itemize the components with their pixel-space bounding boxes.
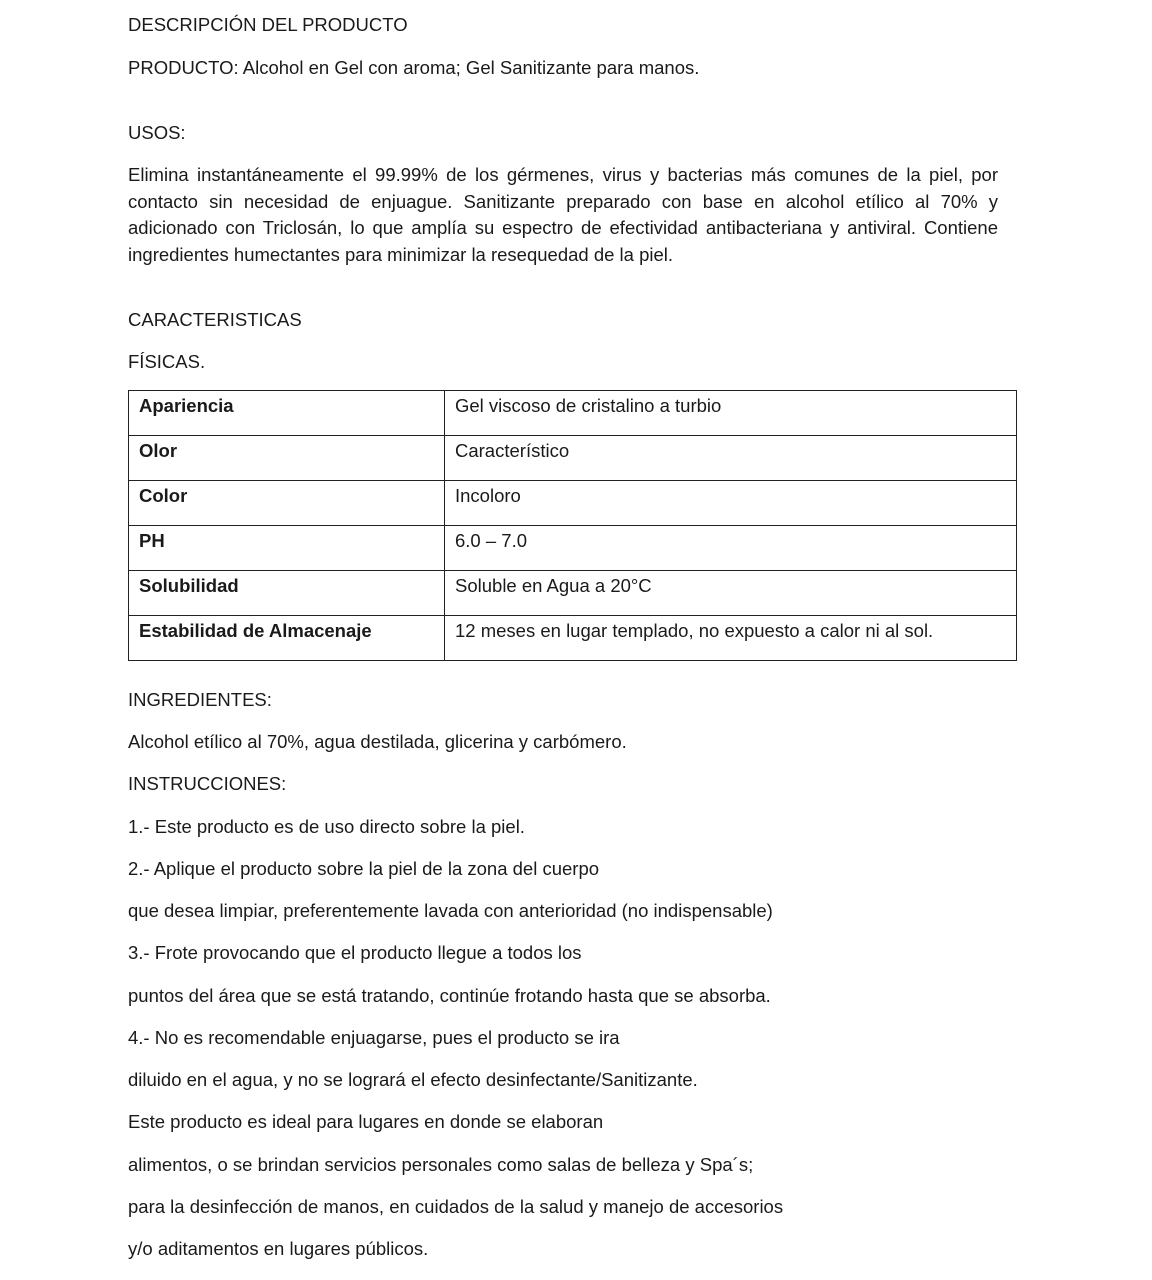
instrucciones-heading: INSTRUCCIONES: [128, 773, 287, 794]
table-row [129, 571, 1017, 616]
instruction-line: y/o aditamentos en lugares públicos. [128, 1238, 429, 1259]
property-value: Incoloro [445, 481, 1017, 526]
physical-properties-table [128, 390, 1017, 661]
instruction-line: Este producto es ideal para lugares en donde se elaboran [128, 1111, 604, 1132]
property-name: Estabilidad de Almacenaje [129, 616, 445, 661]
instruction-line: puntos del área que se está tratando, continúe frotando hasta que se absorba. [128, 985, 771, 1006]
table-row [129, 481, 1017, 526]
property-value: 6.0 – 7.0 [445, 526, 1017, 571]
instruction-line: para la desinfección de manos, en cuidados de la salud y manejo de accesorios [128, 1196, 784, 1217]
instruction-line: que desea limpiar, preferentemente lavada con anterioridad (no indispensable) [128, 900, 773, 921]
table-row [129, 391, 1017, 436]
table-row [129, 436, 1017, 481]
ingredientes-heading: INGREDIENTES: [128, 689, 272, 710]
caracteristicas-heading: CARACTERISTICAS [128, 309, 302, 330]
property-name: Color [129, 481, 445, 526]
document-title: DESCRIPCIÓN DEL PRODUCTO [128, 14, 408, 35]
instruction-line: diluido en el agua, y no se logrará el efecto desinfectante/Sanitizante. [128, 1069, 698, 1090]
property-value: Soluble en Agua a 20°C [445, 571, 1017, 616]
property-value: Gel viscoso de cristalino a turbio [445, 391, 1017, 436]
usos-text: Elimina instantáneamente el 99.99% de los gérmenes, virus y bacterias más comunes de la piel, por contacto sin necesidad de enjuague. Sanitizante preparado con base en alcohol etílico al 70% y adicionado con Triclosán, lo que amplía su espectro de efectividad antibacteriana y antiviral. Contiene ingredientes humectantes para minimizar la resequedad de la piel. [128, 164, 998, 265]
table-row [129, 616, 1017, 661]
instruction-line: 1.- Este producto es de uso directo sobre la piel. [128, 816, 525, 837]
property-value: Característico [445, 436, 1017, 481]
property-name: PH [129, 526, 445, 571]
product-line: PRODUCTO: Alcohol en Gel con aroma; Gel Sanitizante para manos. [128, 57, 700, 78]
instruction-line: 3.- Frote provocando que el producto llegue a todos los [128, 942, 582, 963]
property-name: Apariencia [129, 391, 445, 436]
instruction-line: alimentos, o se brindan servicios personales como salas de belleza y Spa´s; [128, 1154, 754, 1175]
property-name: Olor [129, 436, 445, 481]
property-name: Solubilidad [129, 571, 445, 616]
ingredientes-text: Alcohol etílico al 70%, agua destilada, glicerina y carbómero. [128, 731, 627, 752]
property-value: 12 meses en lugar templado, no expuesto a calor ni al sol. [445, 616, 1017, 661]
table-row [129, 526, 1017, 571]
instruction-line: 4.- No es recomendable enjuagarse, pues el producto se ira [128, 1027, 620, 1048]
fisicas-heading: FÍSICAS. [128, 351, 206, 372]
usos-heading: USOS: [128, 122, 186, 143]
instruction-line: 2.- Aplique el producto sobre la piel de la zona del cuerpo [128, 858, 600, 879]
